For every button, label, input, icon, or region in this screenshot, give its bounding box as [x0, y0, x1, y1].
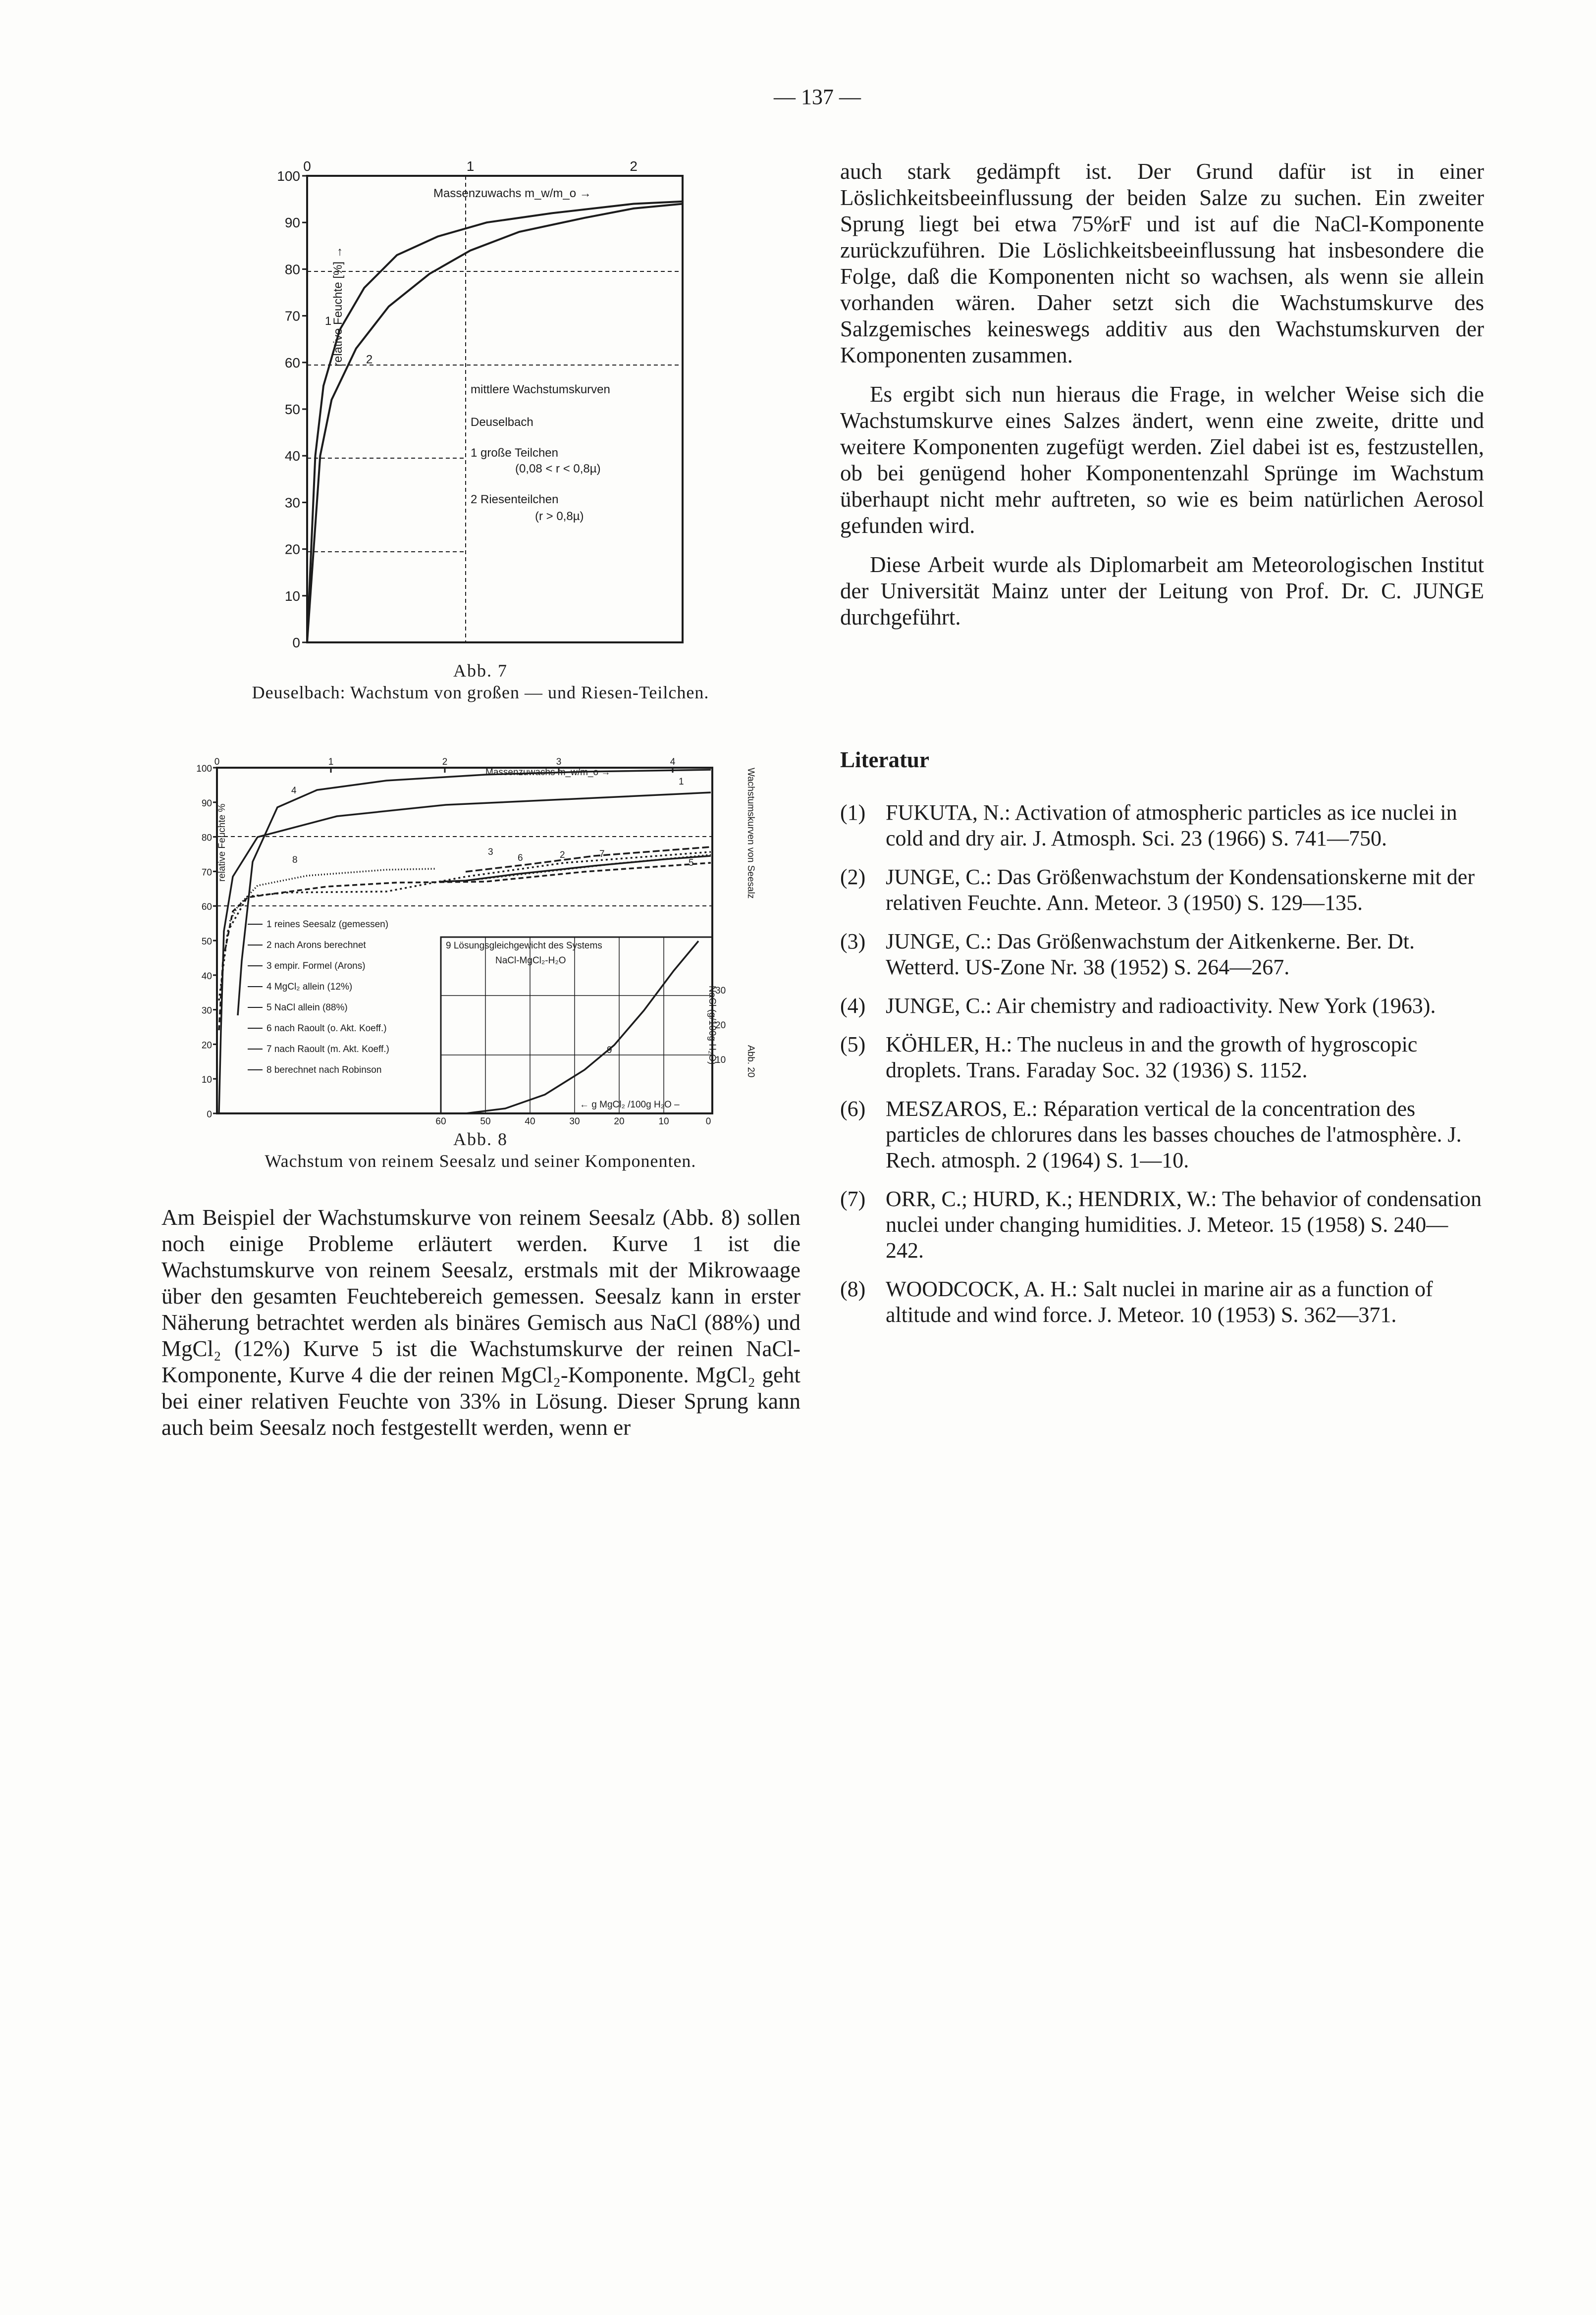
figure-8-ytick-label: 50: [201, 937, 212, 947]
reference-text: FUKUTA, N.: Activation of atmospheric particles as ice nuclei in cold and dry air. J. Atmosph. Sci. 23 (1966) S. 741—750.: [886, 800, 1457, 850]
figure-8-ytick-label: 100: [196, 764, 212, 774]
figure-8-legend: [248, 919, 389, 1075]
figure-8-inset-xtick-label: 40: [525, 1116, 535, 1127]
figure-7-legend-item1-range: (0,08 < r < 0,8µ): [515, 462, 601, 475]
figure-8-chart: [188, 753, 773, 1129]
reference-text: MESZAROS, E.: Réparation vertical de la concentration des particles de chlorures dans les basses chouches de l'atmosphère. J. Rech. atmosph. 2 (1964) S. 1—10.: [886, 1097, 1462, 1172]
figure-8-ylabel: relative Feuchte %: [217, 803, 227, 882]
reference-number: (3): [840, 929, 866, 953]
reference-item: [840, 1032, 1484, 1083]
reference-item: [840, 929, 1484, 980]
figure-7-xtick-label: 0: [303, 158, 311, 174]
figure-8-inset-xlabel: ← g MgCl₂ /100g H₂O –: [580, 1100, 680, 1110]
figure-8-legend-item: 1 reines Seesalz (gemessen): [266, 919, 389, 930]
figure-8-legend-item: 5 NaCl allein (88%): [266, 1002, 348, 1013]
figure-8-ytick-label: 10: [201, 1075, 212, 1086]
figure-8-inset-right-label: NaCl (g/100g H₂O): [707, 986, 717, 1065]
figure-8-curve-5: [441, 856, 711, 882]
figure-8-side-label: Wachstumskurven von Seesalz: [745, 768, 756, 899]
figure-8-xtick-label: 4: [670, 757, 676, 767]
figure-8-legend-item: 8 berechnet nach Robinson: [266, 1065, 382, 1075]
literature-heading: Literatur: [840, 747, 929, 772]
figure-8-caption-text: Wachstum von reinem Seesalz und seiner Komponenten.: [265, 1151, 696, 1171]
figure-8-inset-xtick-label: 0: [705, 1116, 711, 1127]
figure-7-chart: [267, 149, 703, 659]
figure-8-ytick-label: 80: [201, 833, 212, 843]
figure-7-caption: [168, 660, 793, 703]
right-column: [840, 158, 1484, 643]
figure-8-curve-label: 9: [607, 1045, 612, 1055]
figure-8-inset-rtick-label: 20: [715, 1020, 726, 1031]
figure-8-ytick-label: 60: [201, 902, 212, 913]
figure-8-inset-frame: [441, 937, 712, 1113]
figure-7-top-label: Massenzuwachs m_w/m_o →: [433, 187, 591, 200]
figure-7-ytick-label: 90: [284, 215, 300, 231]
figure-8-inset-xtick-label: 20: [614, 1116, 625, 1127]
figure-7-ytick-label: 100: [277, 168, 300, 184]
figure-8-xtick-label: 3: [556, 757, 562, 767]
figure-8-curve-label: 2: [560, 850, 565, 860]
figure-7-caption-text: Deuselbach: Wachstum von großen — und Riesen-Teilchen.: [252, 683, 709, 702]
figure-8-ytick-label: 30: [201, 1005, 212, 1016]
figure-8-ytick-label: 90: [201, 798, 212, 809]
figure-8-legend-item: 6 nach Raoult (o. Akt. Koeff.): [266, 1023, 387, 1034]
figure-8-ytick-label: 0: [207, 1109, 212, 1120]
figure-8-inset-xtick-label: 60: [435, 1116, 446, 1127]
figure-7-legend-site: Deuselbach: [471, 416, 533, 429]
figure-8-curve-label: 3: [488, 847, 493, 857]
reference-number: (7): [840, 1187, 866, 1211]
figure-8-legend-item: 2 nach Arons berechnet: [266, 940, 366, 950]
figure-8-curve-label: 6: [518, 853, 523, 863]
reference-text: ORR, C.; HURD, K.; HENDRIX, W.: The behavior of condensation nuclei under changing humidities. J. Meteor. 15 (1958) S. 240—242.: [886, 1187, 1482, 1263]
page-number: — 137 —: [774, 85, 861, 109]
literature-list: [840, 800, 1484, 1341]
figure-8-ytick-label: 20: [201, 1040, 212, 1051]
figure-8-curve-label: 1: [679, 777, 684, 787]
figure-8-legend-item: 7 nach Raoult (m. Akt. Koeff.): [266, 1044, 389, 1054]
reference-item: [840, 1186, 1484, 1263]
figure-8-inset: [435, 937, 726, 1127]
figure-8-inset-xtick-label: 50: [480, 1116, 491, 1127]
figure-7-ytick-label: 30: [284, 495, 300, 511]
figure-8-curve-4: [238, 770, 711, 1015]
figure-8-legend-item: 3 empir. Formel (Arons): [266, 961, 366, 971]
left-paragraph: Am Beispiel der Wachstumskurve von reinem Seesalz (Abb. 8) sollen noch einige Probleme erläutert werden. Kurve 1 ist die Wachstumskurve von reinem Seesalz, erstmals mit der Mikrowaage über den gesamten Feuchtebereich gemessen. Seesalz kann in erster Näherung betrachtet werden als binäres Gemisch aus NaCl (88%) und MgCl₂ (12%) Kurve 5 ist die Wachstumskurve der reinen NaCl-Komponente, Kurve 4 die der reinen MgCl₂-Komponente. MgCl₂ geht bei einer relativen Feuchte von 33% in Lösung. Dieser Sprung kann auch beim Seesalz noch festgestellt werden, wenn er: [161, 1205, 800, 1440]
reference-text: JUNGE, C.: Das Größenwachstum der Aitkenkerne. Ber. Dt. Wetterd. US-Zone Nr. 38 (1952) S. 264—267.: [886, 929, 1415, 979]
figure-8-curve-label: 4: [291, 786, 297, 796]
reference-item: [840, 993, 1484, 1019]
reference-number: (4): [840, 994, 866, 1018]
figure-8-ytick-label: 70: [201, 867, 212, 878]
figure-7-series-label: 2: [366, 353, 373, 367]
reference-item: [840, 800, 1484, 851]
figure-8-inset-title: 9 Lösungsgleichgewicht des Systems: [446, 941, 602, 951]
figure-8-ytick-label: 40: [201, 971, 212, 982]
reference-item: [840, 864, 1484, 916]
figure-8-inset-xtick-label: 30: [569, 1116, 580, 1127]
figure-7-ytick-label: 80: [284, 262, 300, 277]
figure-8-inset-system: NaCl-MgCl₂-H₂O: [495, 955, 566, 966]
figure-8-top-label: Massenzuwachs m_w/m_o →: [485, 767, 611, 778]
figure-7-legend-title: mittlere Wachstumskurven: [471, 383, 610, 396]
reference-text: KÖHLER, H.: The nucleus in and the growth of hygroscopic droplets. Trans. Faraday Soc. 32 (1936) S. 1152.: [886, 1032, 1418, 1082]
figure-8-side-label-2: Abb. 20: [745, 1045, 756, 1078]
figure-7-ytick-label: 0: [292, 635, 300, 650]
figure-7-xtick-label: 2: [630, 158, 638, 174]
figure-7-ytick-label: 10: [284, 588, 300, 604]
figure-7-ytick-label: 20: [284, 541, 300, 557]
figure-7-ytick-label: 70: [284, 308, 300, 324]
figure-7-frame: [307, 176, 683, 642]
right-paragraph-1: auch stark gedämpft ist. Der Grund dafür ist in einer Löslichkeitsbeeinflussung der beiden Salze zu suchen. Ein zweiter Sprung liegt bei etwa 75%rF und ist auf die NaCl-Komponente zurückzuführen. Die Löslichkeitsbeeinflussung hat insbesondere die Folge, daß die Komponenten nicht so wachsen, als wenn sie allein vorhanden wären. Daher setzt sich die Wachstumskurve des Salzgemisches keineswegs additiv aus den Wachstumskurven der Komponenten zusammen.: [840, 159, 1484, 368]
reference-number: (8): [840, 1277, 866, 1301]
reference-text: JUNGE, C.: Das Größenwachstum der Kondensationskerne mit der relativen Feuchte. Ann. Meteor. 3 (1950) S. 129—135.: [886, 865, 1475, 915]
reference-text: JUNGE, C.: Air chemistry and radioactivity. New York (1963).: [886, 994, 1436, 1018]
figure-8-curve-label: 7: [599, 849, 605, 859]
figure-7-ylabel: relative Feuchte [%] →: [331, 246, 345, 367]
reference-number: (2): [840, 865, 866, 889]
right-paragraph-3: Diese Arbeit wurde als Diplomarbeit am Meteorologischen Institut der Universität Mainz unter der Leitung von Prof. Dr. C. JUNGE durchgeführt.: [840, 552, 1484, 630]
figure-7-ytick-label: 60: [284, 355, 300, 370]
figure-8-caption: [168, 1128, 793, 1172]
figure-7-ytick-label: 50: [284, 402, 300, 417]
reference-number: (1): [840, 800, 866, 825]
figure-7-xtick-label: 1: [466, 158, 475, 174]
figure-8-curve-label: 8: [292, 855, 298, 865]
figure-8-inset-rtick-label: 10: [715, 1055, 726, 1065]
figure-8-inset-xtick-label: 10: [658, 1116, 669, 1127]
right-paragraph-2: Es ergibt sich nun hieraus die Frage, in welcher Weise sich die Wachstumskurve eines Salzes ändert, wenn eine zweite, dritte und weitere Komponenten zugefügt werden. Ziel dabei ist es, festzustellen, ob bei genügend hoher Komponentenzahl Sprünge im Wachstum überhaupt nicht mehr auftreten, so wie es beim natürlichen Aerosol gefunden wird.: [840, 382, 1484, 538]
figure-7-legend-item2-range: (r > 0,8µ): [535, 510, 584, 523]
left-column: [161, 1205, 800, 1454]
figure-7-legend-item1: 1 große Teilchen: [471, 446, 558, 460]
reference-item: [840, 1096, 1484, 1173]
figure-8-caption-number: Abb. 8: [453, 1129, 508, 1149]
figure-8-legend-item: 4 MgCl₂ allein (12%): [266, 982, 353, 992]
figure-7-caption-number: Abb. 7: [453, 661, 508, 681]
figure-8-xtick-label: 0: [214, 757, 220, 767]
reference-number: (6): [840, 1097, 866, 1121]
reference-text: WOODCOCK, A. H.: Salt nuclei in marine air as a function of altitude and wind force. J. Meteor. 10 (1953) S. 362—371.: [886, 1277, 1433, 1327]
figure-8-xtick-label: 1: [328, 757, 334, 767]
figure-7-legend-item2: 2 Riesenteilchen: [471, 493, 559, 506]
figure-8-curve-label: 5: [689, 858, 694, 868]
figure-8-inset-rtick-label: 30: [715, 986, 726, 996]
reference-item: [840, 1276, 1484, 1328]
reference-number: (5): [840, 1032, 866, 1056]
figure-8-xtick-label: 2: [442, 757, 448, 767]
figure-7-legend: [471, 383, 610, 523]
figure-7-series-label: 1: [324, 314, 332, 328]
figure-7-ytick-label: 40: [284, 448, 300, 464]
